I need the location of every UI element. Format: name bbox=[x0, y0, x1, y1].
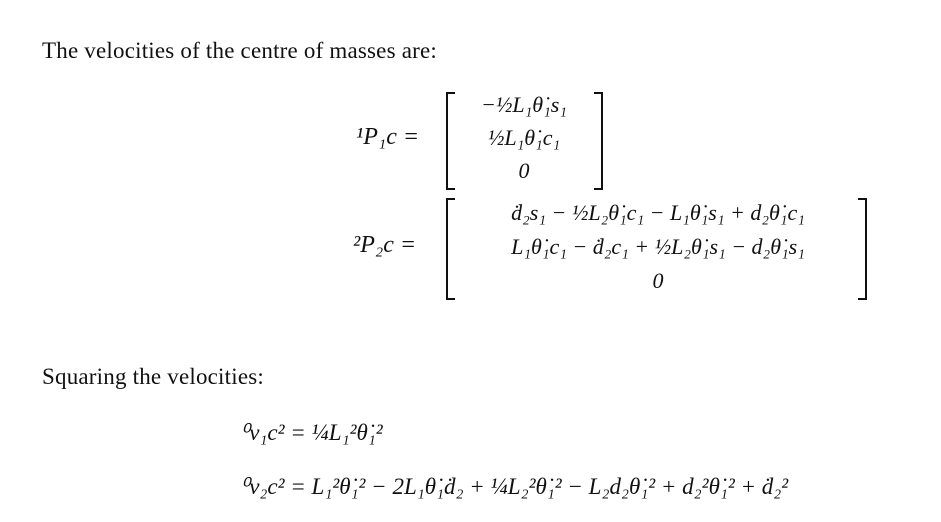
v2-equation: ⁰v₂c² = L₁²θ̇₁² − 2L₁θ̇₁ḋ₂ + ¼L₂²θ̇₁² − L₂d₂θ̇₁² + d₂²θ̇₁² + ḋ₂² bbox=[240, 474, 789, 499]
p2-right-bracket bbox=[858, 198, 867, 300]
p2-row-1: ḋ₂s₁ − ½L₂θ̇₁c₁ − L₁θ̇₁s₁ + d₂θ̇₁c₁ bbox=[511, 200, 805, 225]
p2-row-2: L₁θ̇₁c₁ − ḋ₂c₁ + ½L₂θ̇₁s₁ − d₂θ̇₁s₁ bbox=[511, 234, 805, 259]
p1-row-2: ½L₁θ̇₁c₁ bbox=[487, 125, 561, 150]
p1-lhs: ¹P₁c = bbox=[356, 124, 420, 150]
v1-equation: ⁰v₁c² = ¼L₁²θ̇₁² bbox=[240, 420, 383, 445]
intro-text: The velocities of the centre of masses are: bbox=[42, 38, 437, 63]
p1-left-bracket bbox=[446, 92, 455, 190]
p1-row-1: −½L₁θ̇₁s₁ bbox=[481, 92, 567, 117]
p1-right-bracket bbox=[594, 92, 603, 190]
p1-row-3: 0 bbox=[518, 158, 530, 183]
p2-lhs: ²P₂c = bbox=[353, 232, 417, 258]
squaring-text: Squaring the velocities: bbox=[42, 364, 264, 389]
p2-left-bracket bbox=[446, 198, 455, 300]
p2-row-3: 0 bbox=[652, 268, 664, 293]
